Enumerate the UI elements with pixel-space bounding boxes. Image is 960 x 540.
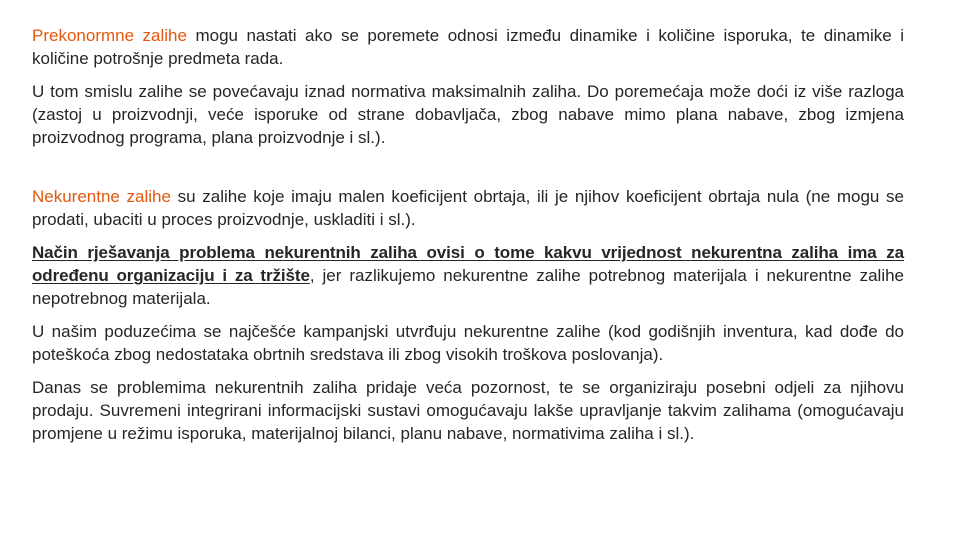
underlined-statement: Način rješavanja problema nekurentnih zaliha ovisi o tome kakvu vrijednost nekurentna zaliha ima za određenu organizaciju i za tržište	[32, 243, 904, 285]
paragraph-normativ	[32, 80, 904, 149]
paragraph-nacin-rjesavanja	[32, 241, 904, 310]
slide-content	[32, 24, 904, 445]
paragraph-nacin-rjesavanja-text: , jer razlikujemo nekurentne zalihe potrebnog materijala i nekurentne zalihe nepotrebnog materijala.	[32, 266, 905, 308]
paragraph-poduzeca-text: U našim poduzećima se najčešće kampanjski utvrđuju nekurentne zalihe (kod godišnjih inventura, kad dođe do poteškoća zbog nedostataka obrtnih sredstava ili zbog visokih troškova poslovanja).	[32, 322, 904, 364]
paragraph-prekonormne-text: mogu nastati ako se poremete odnosi između dinamike i količine isporuka, te dinamike i količine potrošnje predmeta rada.	[32, 26, 904, 68]
term-prekonormne-zalihe: Prekonormne zalihe	[32, 26, 187, 45]
paragraph-nekurentne-text: su zalihe koje imaju malen koeficijent obrtaja, ili je njihov koeficijent obrtaja nula (ne mogu se prodati, ubaciti u proces proizvodnje, uskladiti i sl.).	[32, 187, 904, 229]
paragraph-normativ-text: U tom smislu zalihe se povećavaju iznad normativa maksimalnih zaliha. Do poremećaja može doći iz više razloga (zastoj u proizvodnji, veće isporuke od strane dobavljača, zbog nabave mimo plana nabave, zbog izmjena proizvodnog programa, plana proizvodnje i sl.).	[32, 82, 904, 147]
paragraph-nekurentne	[32, 185, 904, 231]
paragraph-danas-text: Danas se problemima nekurentnih zaliha pridaje veća pozornost, te se organiziraju posebni odjeli za njihovu prodaju. Suvremeni integrirani informacijski sustavi omogućavaju lakše upravljanje takvim zalihama (omogućavaju promjene u režimu isporuka, materijalnoj bilanci, planu nabave, normativima zaliha i sl.).	[32, 378, 904, 443]
paragraph-danas	[32, 376, 904, 445]
term-nekurentne-zalihe: Nekurentne zalihe	[32, 187, 171, 206]
paragraph-prekonormne	[32, 24, 904, 70]
paragraph-poduzeca	[32, 320, 904, 366]
